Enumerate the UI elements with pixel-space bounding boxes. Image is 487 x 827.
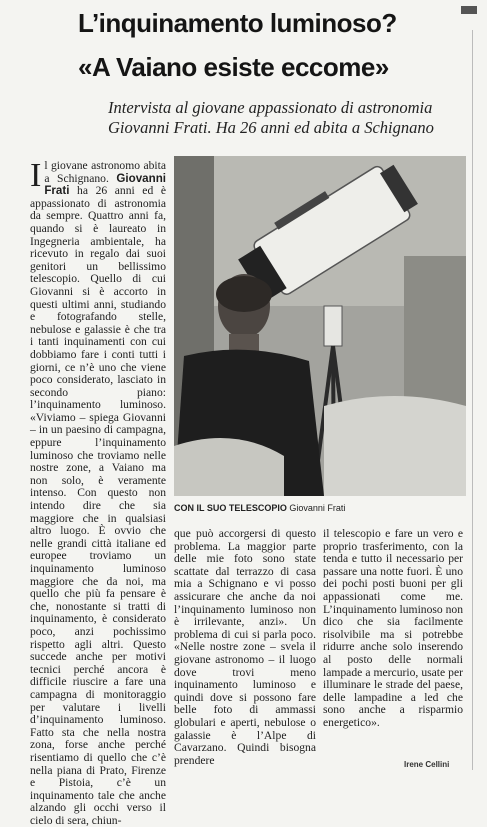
- headline-line-1: L’inquinamento luminoso?: [78, 8, 397, 38]
- article-column-3: [323, 528, 463, 730]
- article-col2-text: que può accorgersi di questo problema. La maggior parte delle mie foto sono state scattate dal terrazzo di casa mia a Schignano e vi posso assicurare che anche da noi l’inquinamento luminoso non è irrilevante, anzi». Un problema di cui si parla poco. «Nelle nostre zone – svela il giovane astronomo – il luogo dove trovi meno inquinamento luminoso e quindi dove si possono fare belle foto di ammassi globulari e aperti, nebulose o galassie è l’Alpe di Cavarzano. Quindi bisogna prendere: [174, 527, 316, 767]
- photo-caption: [174, 503, 466, 513]
- headline-line-2: «A Vaiano esiste eccome»: [78, 52, 389, 82]
- article-column-1: [30, 157, 166, 827]
- page-fold-line: [472, 30, 473, 770]
- article-col3-text: il telescopio e fare un vero e proprio trasferimento, con la tenda e tutto il necessario per passare una notte fuori. È uno dei pochi posti buoni per gli appassionati come me. L’inquinamento luminoso non dico che sia facilmente risolvibile ma si potrebbe ridurre anche solo inserendo al posto delle normali lampade a mercurio, usate per illuminare le strade del paese, delle lampadine a led che sono anche a risparmio energetico».: [323, 527, 463, 729]
- author-signature: Irene Cellini: [404, 760, 450, 769]
- caption-name: Giovanni Frati: [289, 503, 346, 513]
- article-column-2: [174, 528, 316, 767]
- subheadline: Intervista al giovane appassionato di astronomia Giovanni Frati. Ha 26 anni ed abita a Schignano: [108, 98, 434, 137]
- author-name: Giovanni Frati: [44, 171, 166, 198]
- article-intro: l giovane astronomo abita a Schignano.: [44, 159, 166, 185]
- telescope-photo: [174, 156, 466, 496]
- article-photo: [174, 156, 466, 496]
- dropcap: I: [30, 157, 42, 194]
- caption-lead: CON IL SUO TELESCOPIO: [174, 503, 287, 513]
- article-col1-text: ha 26 anni ed è appassionato di astronomia da sempre. Quattro anni fa, quando si è laureato in Ingegneria ambientale, ha ricevuto in regalo dai suoi genitori un bellissimo telescopio. Quello di cui Giovanni si è accorto in questi ultimi anni, studiando e fotografando stelle, nebulose e galassie è che tra i tanti inquinamenti con cui dobbiamo fare i conti tutti i giorni, ce n’è uno che viene poco considerato, lasciato in secondo piano: l’inquinamento luminoso. «Viviamo – spiega Giovanni – in un paesino di campagna, eppure l’inquinamento luminoso che troviamo nelle nostre zone, a Vaiano ma non solo, è veramente intenso. Con questo non intendo dire che sia maggiore che in qualsiasi altro luogo. È ovvio che nelle grandi città italiane ed europee troviamo un inquinamento luminoso maggiore che da noi, ma quello che più fa pensare è che, nonostante si tratti di inquinamento, è considerato poco, anzi pochissimo rispetto agli altri. Questo succede anche per motivi tecnici perché ancora è difficile riuscire a fare una campagna di monitoraggio per valutare i livelli d’inquinamento luminoso. Fatto sta che nella nostra zona, forse anche perché risentiamo di quello che c’è nella piana di Prato, Firenze e Pistoia, c’è un inquinamento tale che anche alzando gli occhi verso il cielo di sera, chiun-: [30, 184, 166, 827]
